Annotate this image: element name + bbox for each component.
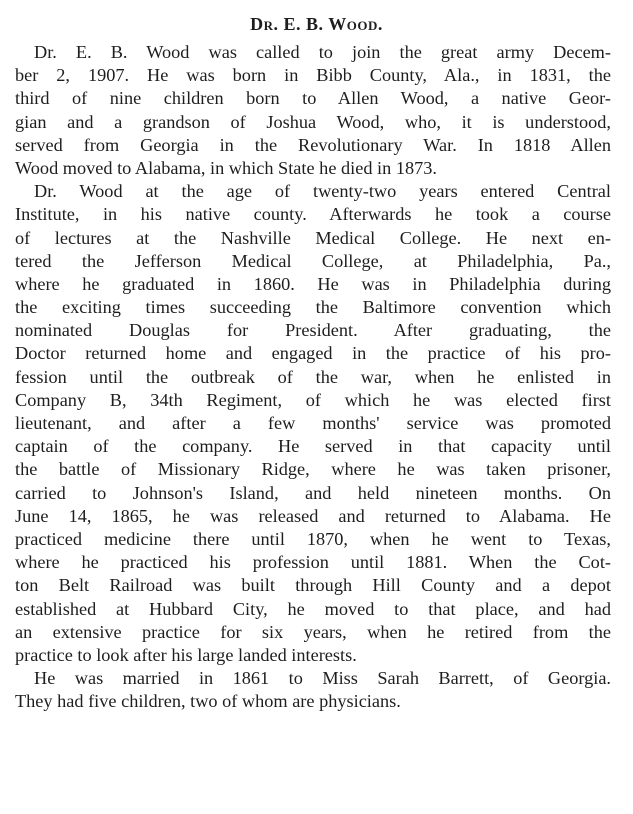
text-line: They had five children, two of whom are physicians.	[15, 691, 401, 712]
text-line: ber 2, 1907. He was born in Bibb County, Ala., in 1831, the	[15, 65, 611, 86]
paragraph	[15, 667, 611, 713]
text-line: an extensive practice for six years, when he retired from the	[15, 621, 611, 642]
text-line: established at Hubbard City, he moved to that place, and had	[15, 598, 611, 619]
text-line: where he practiced his profession until 1881. When the Cot-	[15, 552, 611, 573]
text-line: tered the Jefferson Medical College, at Philadelphia, Pa.,	[15, 250, 611, 271]
text-line: where he graduated in 1860. He was in Philadelphia during	[15, 273, 611, 294]
text-line: practiced medicine there until 1870, when he went to Texas,	[15, 528, 611, 549]
page-title: Dr. E. B. Wood.	[250, 14, 383, 34]
text-line: gian and a grandson of Joshua Wood, who, it is understood,	[15, 111, 611, 132]
paragraph	[15, 41, 611, 180]
text-line: practice to look after his large landed interests.	[15, 644, 357, 665]
text-line: served from Georgia in the Revolutionary War. In 1818 Allen	[15, 134, 611, 155]
text-line: fession until the outbreak of the war, when he enlisted in	[15, 366, 611, 387]
text-line: ton Belt Railroad was built through Hill County and a depot	[15, 575, 611, 596]
text-line: June 14, 1865, he was released and returned to Alabama. He	[15, 505, 611, 526]
text-line: the battle of Missionary Ridge, where he was taken prisoner,	[15, 459, 611, 480]
text-line: He was married in 1861 to Miss Sarah Barrett, of Georgia.	[34, 668, 611, 689]
text-line: nominated Douglas for President. After graduating, the	[15, 320, 611, 341]
text-line: third of nine children born to Allen Wood, a native Geor-	[15, 88, 611, 109]
text-line: of lectures at the Nashville Medical College. He next en-	[15, 227, 611, 248]
text-line: Company B, 34th Regiment, of which he was elected first	[15, 389, 611, 410]
text-line: Dr. Wood at the age of twenty-two years entered Central	[34, 181, 611, 202]
text-line: lieutenant, and after a few months' service was promoted	[15, 413, 611, 433]
text-line: Institute, in his native county. Afterwards he took a course	[15, 204, 611, 225]
article-body	[15, 41, 611, 713]
text-line: captain of the company. He served in that capacity until	[15, 436, 611, 457]
paragraph	[15, 180, 611, 667]
text-line: the exciting times succeeding the Baltimore convention which	[15, 297, 611, 318]
text-line: Doctor returned home and engaged in the practice of his pro-	[15, 343, 611, 364]
text-line: Dr. E. B. Wood was called to join the great army Decem-	[34, 42, 611, 62]
text-line: Wood moved to Alabama, in which State he died in 1873.	[15, 157, 437, 178]
text-line: carried to Johnson's Island, and held nineteen months. On	[15, 482, 611, 503]
